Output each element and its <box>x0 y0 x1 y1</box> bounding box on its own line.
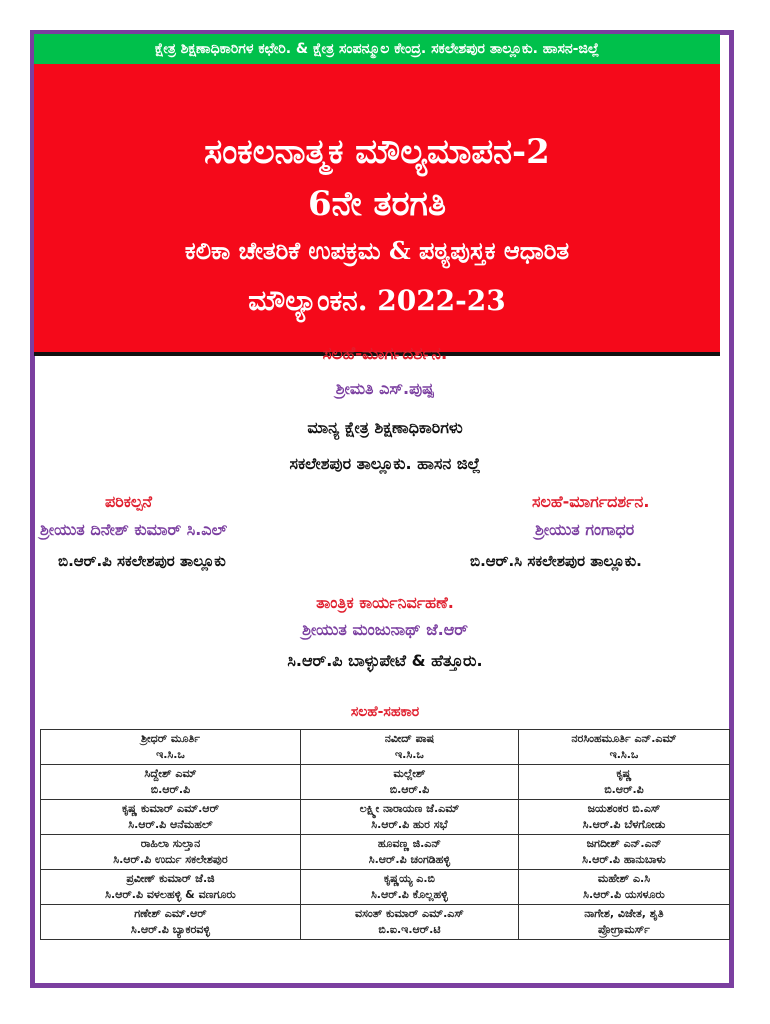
table-cell: ಮಹೇಶ್ ಎ.ಸಿ ಸಿ.ಆರ್.ಪಿ ಯಸಳೂರು <box>518 870 729 905</box>
program-title: ಕಲಿಕಾ ಚೇತರಿಕೆ ಉಪಕ್ರಮ & ಪಠ್ಯಪುಸ್ತಕ ಆಧಾರಿತ <box>184 236 570 265</box>
assessment-year: ಮೌಲ್ಯಾಂಕನ. 2022-23 <box>248 284 506 317</box>
guidance2-designation: ಬಿ.ಆರ್.ಸಿ ಸಕಲೇಶಪುರ ತಾಲ್ಲೂಕು. <box>470 552 642 570</box>
concept-heading: ಪರಿಕಲ್ಪನೆ <box>105 492 153 511</box>
table-cell: ಕೃಷ್ಣ ಬಿ.ಆರ್.ಪಿ <box>518 765 729 800</box>
technical-designation: ಸಿ.ಆರ್.ಪಿ ಬಾಳ್ಳುಪೇಟೆ & ಹೆತ್ತೂರು. <box>287 651 483 670</box>
table-cell: ಮಲ್ಲೇಶ್ ಬಿ.ಆರ್.ಪಿ <box>300 765 518 800</box>
table-cell: ಹೂವಣ್ಣ ಜಿ.ಎನ್ ಸಿ.ಆರ್.ಪಿ ಚಂಗಡಿಹಳ್ಳಿ <box>300 835 518 870</box>
cooperation-table <box>40 729 730 940</box>
guidance2-heading: ಸಲಹೆ-ಮಾರ್ಗದರ್ಶನ. <box>532 492 650 511</box>
office-header-bar: ಕ್ಷೇತ್ರ ಶಿಕ್ಷಣಾಧಿಕಾರಿಗಳ ಕಛೇರಿ. & ಕ್ಷೇತ್ರ ಸಂಪನ್ಮೂಲ ಕೇಂದ್ರ. ಸಕಲೇಶಪುರ ತಾಲ್ಲೂಕು. ಹಾಸನ-ಜಿಲ್ಲೆ <box>34 34 720 64</box>
concept-designation: ಬಿ.ಆರ್.ಪಿ ಸಕಲೇಶಪುರ ತಾಲ್ಲೂಕು <box>58 552 226 570</box>
table-cell: ನವೀದ್ ಪಾಷ ಇ.ಸಿ.ಒ <box>300 730 518 765</box>
guidance-name: ಶ್ರೀಮತಿ ಎಸ್.ಪುಷ್ಪ <box>335 379 435 398</box>
class-title: 6ನೇ ತರಗತಿ <box>308 184 446 224</box>
table-cell: ಪ್ರವೀಣ್ ಕುಮಾರ್ ಜೆ.ಜಿ ಸಿ.ಆರ್.ಪಿ ವಳಲಹಳ್ಳಿ & ವಣಗೂರು <box>41 870 301 905</box>
table-row <box>41 870 730 905</box>
table-cell: ಜಯಶಂಕರ ಬಿ.ಎಸ್ ಸಿ.ಆರ್.ಪಿ ಬೆಳಗೋಡು <box>518 800 729 835</box>
exam-title: ಸಂಕಲನಾತ್ಮಕ ಮೌಲ್ಯಮಾಪನ-2 <box>204 132 550 172</box>
technical-name: ಶ್ರೀಯುತ ಮಂಜುನಾಥ್ ಜೆ.ಆರ್ <box>302 620 468 639</box>
guidance2-name: ಶ್ರೀಯುತ ಗಂಗಾಧರ <box>535 520 635 539</box>
guidance-place: ಸಕಲೇಶಪುರ ತಾಲ್ಲೂಕು. ಹಾಸನ ಜಿಲ್ಲೆ <box>289 454 481 473</box>
table-row <box>41 730 730 765</box>
cooperation-heading: ಸಲಹೆ-ಸಹಕಾರ <box>350 704 420 720</box>
table-cell: ನಾಗೇಶ, ವಿಜೇತ, ಶೃತಿ ಪ್ರೋಗ್ರಾಮರ್ಸ್ <box>518 905 729 940</box>
table-row <box>41 835 730 870</box>
table-cell: ಶ್ರೀಧರ್ ಮೂರ್ತಿ ಇ.ಸಿ.ಒ <box>41 730 301 765</box>
table-cell: ನರಸಿಂಹಮೂರ್ತಿ ಎನ್.ಎಮ್ ಇ.ಸಿ.ಒ <box>518 730 729 765</box>
guidance-designation: ಮಾನ್ಯ ಕ್ಷೇತ್ರ ಶಿಕ್ಷಣಾಧಿಕಾರಿಗಳು <box>307 418 463 437</box>
table-cell: ಗಣೇಶ್ ಎಮ್.ಆರ್ ಸಿ.ಆರ್.ಪಿ ಬ್ಯಾಕರವಳ್ಳಿ <box>41 905 301 940</box>
table-cell: ಜಗದೀಶ್ ಎನ್.ಎನ್ ಸಿ.ಆರ್.ಪಿ ಹಾನುಬಾಳು <box>518 835 729 870</box>
table-cell: ಕೃಷ್ಣ ಕುಮಾರ್ ಎಮ್.ಆರ್ ಸಿ.ಆರ್.ಪಿ ಆನೆಮಹಲ್ <box>41 800 301 835</box>
table-cell: ಕೃಷ್ಣಯ್ಯ ಎ.ಬಿ ಸಿ.ಆರ್.ಪಿ ಕೊಲ್ಲಹಳ್ಳಿ <box>300 870 518 905</box>
table-cell: ಸಿದ್ದೇಶ್ ಎಮ್ ಬಿ.ಆರ್.ಪಿ <box>41 765 301 800</box>
guidance-heading: ಸಲಹೆ-ಮಾರ್ಗದರ್ಶನ. <box>322 344 448 364</box>
table-row <box>41 765 730 800</box>
title-block <box>34 64 720 352</box>
technical-heading: ತಾಂತ್ರಿಕ ಕಾರ್ಯನಿರ್ವಹಣೆ. <box>316 593 454 612</box>
table-row <box>41 905 730 940</box>
table-cell: ವಸಂತ್ ಕುಮಾರ್ ಎಮ್.ಎಸ್ ಬಿ.ಐ.ಇ.ಆರ್.ಟಿ <box>300 905 518 940</box>
table-cell: ಲಕ್ಷ್ಮೀ ನಾರಾಯಣ ಜೆ.ಎಮ್ ಸಿ.ಆರ್.ಪಿ ಹುರ ಸಭೆ <box>300 800 518 835</box>
table-row <box>41 800 730 835</box>
concept-name: ಶ್ರೀಯುತ ದಿನೇಶ್ ಕುಮಾರ್ ಸಿ.ಎಲ್ <box>40 520 228 539</box>
table-cell: ರಾಹಿಲಾ ಸುಲ್ತಾನ ಸಿ.ಆರ್.ಪಿ ಉರ್ದು ಸಕಲೇಶಪುರ <box>41 835 301 870</box>
